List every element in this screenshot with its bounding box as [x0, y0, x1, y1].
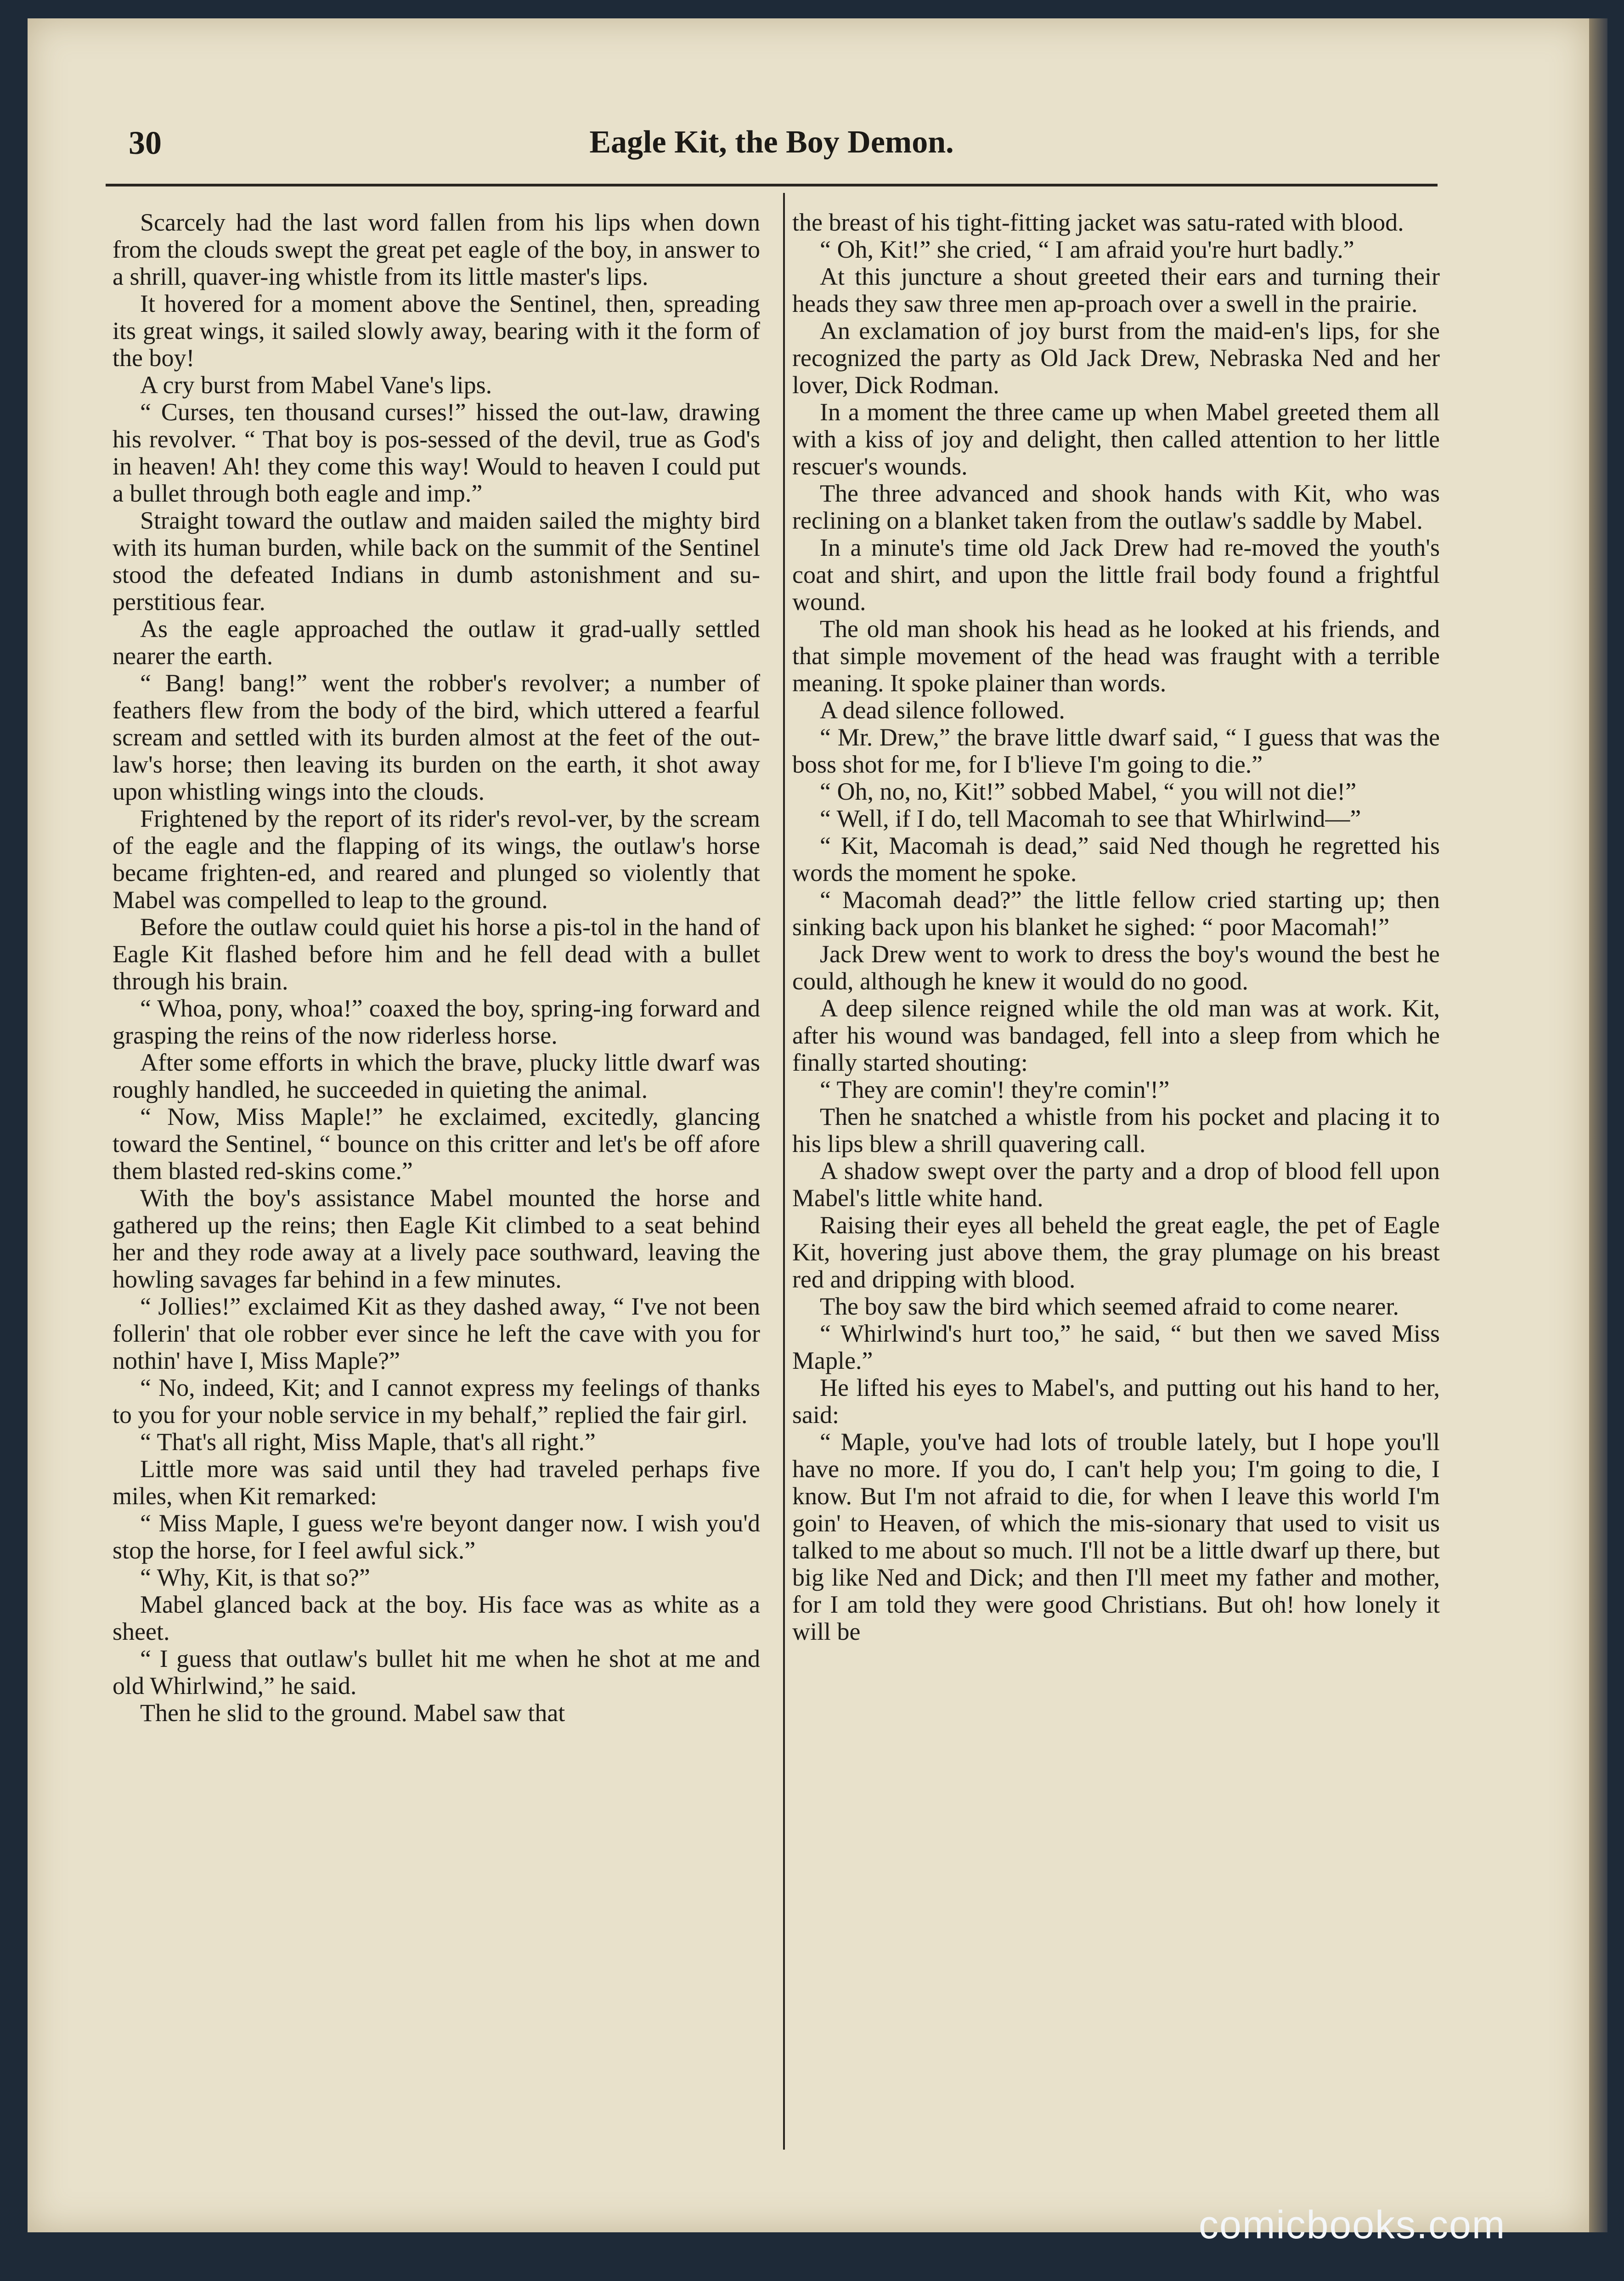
paragraph: An exclamation of joy burst from the maid-en's lips, for she recognized the party as Old Jack Drew, Nebraska Ned and her lover, Dick Rodman.	[792, 317, 1440, 399]
paragraph: “ Maple, you've had lots of trouble lately, but I hope you'll have no more. If you do, I can't help you; I'm going to die, I know. But I'm not afraid to die, for when I leave this world I'm goin' to Heaven, of which the mis-sionary that used to visit us talked to me about so much. I'll not be a little dwarf up there, but big like Ned and Dick; and then I'll meet my father and mother, for I am told they were good Christians. But oh! how lonely it will be	[792, 1428, 1440, 1645]
paragraph: Then he snatched a whistle from his pocket and placing it to his lips blew a shrill quavering call.	[792, 1103, 1440, 1157]
paragraph: After some efforts in which the brave, plucky little dwarf was roughly handled, he succeeded in quieting the animal.	[113, 1049, 760, 1103]
paragraph: Then he slid to the ground. Mabel saw that	[140, 1699, 565, 1727]
paragraph: “ Kit, Macomah is dead,” said Ned though he regretted his words the moment he spoke.	[792, 832, 1440, 886]
paragraph: “ That's all right, Miss Maple, that's all right.”	[140, 1428, 596, 1456]
paragraph: A dead silence followed.	[820, 696, 1065, 724]
paragraph: “ Macomah dead?” the little fellow cried starting up; then sinking back upon his blanket he sighed: “ poor Macomah!”	[792, 886, 1440, 941]
paragraph: With the boy's assistance Mabel mounted the horse and gathered up the reins; then Eagle Kit climbed to a seat behind her and they rode away at a lively pace southward, leaving the howling savages far behind in a few minutes.	[113, 1184, 760, 1293]
paragraph: “ Oh, Kit!” she cried, “ I am afraid you're hurt badly.”	[820, 236, 1354, 263]
paragraph: “ Curses, ten thousand curses!” hissed the out-law, drawing his revolver. “ That boy is pos-sessed of the devil, true as God's in heaven! Ah! they come this way! Would to heaven I could put a bullet through both eagle and imp.”	[113, 398, 760, 507]
paragraph: “ No, indeed, Kit; and I cannot express my feelings of thanks to you for your noble service in my behalf,” replied the fair girl.	[113, 1374, 760, 1428]
paragraph: “ Oh, no, no, Kit!” sobbed Mabel, “ you will not die!”	[820, 778, 1357, 805]
running-title: Eagle Kit, the Boy Demon.	[589, 124, 954, 160]
paragraph: The boy saw the bird which seemed afraid to come nearer.	[820, 1293, 1399, 1320]
paragraph: A cry burst from Mabel Vane's lips.	[140, 371, 492, 399]
paragraph: “ Miss Maple, I guess we're beyont danger now. I wish you'd stop the horse, for I feel awful sick.”	[113, 1509, 760, 1564]
paragraph: “ Bang! bang!” went the robber's revolver; a number of feathers flew from the body of the bird, which uttered a fearful scream and settled with its burden almost at the feet of the out-law's horse; then leaving its burden on the earth, it shot away upon whistling wings into the clouds.	[113, 669, 760, 805]
paragraph: Jack Drew went to work to dress the boy's wound the best he could, although he knew it would do no good.	[792, 940, 1440, 995]
paragraph: Mabel glanced back at the boy. His face was as white as a sheet.	[113, 1591, 760, 1645]
paragraph: the breast of his tight-fitting jacket was satu-rated with blood.	[792, 209, 1404, 236]
header-rule	[106, 184, 1438, 186]
paragraph: “ Whoa, pony, whoa!” coaxed the boy, spring-ing forward and grasping the reins of the now riderless horse.	[113, 994, 760, 1049]
paragraph: “ Whirlwind's hurt too,” he said, “ but then we saved Miss Maple.”	[792, 1320, 1440, 1374]
paragraph: It hovered for a moment above the Sentinel, then, spreading its great wings, it sailed slowly away, bearing with it the form of the boy!	[113, 290, 760, 372]
paragraph: Little more was said until they had traveled perhaps five miles, when Kit remarked:	[113, 1455, 760, 1510]
paragraph: “ They are comin'! they're comin'!”	[820, 1076, 1170, 1103]
paragraph: A shadow swept over the party and a drop of blood fell upon Mabel's little white hand.	[792, 1157, 1440, 1212]
page-number: 30	[129, 124, 162, 161]
paragraph: “ Well, if I do, tell Macomah to see that Whirlwind—”	[820, 805, 1361, 832]
paragraph: He lifted his eyes to Mabel's, and putting out his hand to her, said:	[792, 1374, 1440, 1428]
paragraph: “ Now, Miss Maple!” he exclaimed, excitedly, glancing toward the Sentinel, “ bounce on this critter and let's be off afore them blasted red-skins come.”	[113, 1103, 760, 1185]
paragraph: The old man shook his head as he looked at his friends, and that simple movement of the head was fraught with a terrible meaning. It spoke plainer than words.	[792, 615, 1440, 697]
paragraph: “ I guess that outlaw's bullet hit me when he shot at me and old Whirlwind,” he said.	[113, 1645, 760, 1699]
paragraph: In a minute's time old Jack Drew had re-moved the youth's coat and shirt, and upon the little frail body found a frightful wound.	[792, 534, 1440, 615]
column-divider	[783, 193, 785, 2150]
paragraph: Frightened by the report of its rider's revol-ver, by the scream of the eagle and the flapping of its wings, the outlaw's horse became frighten-ed, and reared and plunged so violently that Mabel was compelled to leap to the ground.	[113, 805, 760, 914]
right-column	[792, 209, 1440, 1645]
left-column	[113, 209, 760, 1727]
paragraph: Before the outlaw could quiet his horse a pis-tol in the hand of Eagle Kit flashed before him and he fell dead with a bullet through his brain.	[113, 913, 760, 995]
paragraph: “ Why, Kit, is that so?”	[140, 1564, 370, 1591]
paragraph: Scarcely had the last word fallen from his lips when down from the clouds swept the great pet eagle of the boy, in answer to a shrill, quaver-ing whistle from its little master's lips.	[113, 209, 760, 290]
paragraph: “ Jollies!” exclaimed Kit as they dashed away, “ I've not been follerin' that ole robber ever since he left the cave with you for nothin' have I, Miss Maple?”	[113, 1293, 760, 1374]
paragraph: Raising their eyes all beheld the great eagle, the pet of Eagle Kit, hovering just above them, the gray plumage on his breast red and dripping with blood.	[792, 1211, 1440, 1293]
paragraph: In a moment the three came up when Mabel greeted them all with a kiss of joy and delight, then called attention to her little rescuer's wounds.	[792, 398, 1440, 480]
paragraph: “ Mr. Drew,” the brave little dwarf said, “ I guess that was the boss shot for me, for I b'lieve I'm going to die.”	[792, 723, 1440, 778]
watermark: comicbooks.com	[1199, 2203, 1506, 2247]
paragraph: Straight toward the outlaw and maiden sailed the mighty bird with its human burden, while back on the summit of the Sentinel stood the defeated Indians in dumb astonishment and su-perstitious fear.	[113, 507, 760, 615]
paragraph: The three advanced and shook hands with Kit, who was reclining on a blanket taken from the outlaw's saddle by Mabel.	[792, 480, 1440, 534]
paragraph: At this juncture a shout greeted their ears and turning their heads they saw three men ap-proach over a swell in the prairie.	[792, 263, 1440, 317]
page-header	[92, 115, 1451, 170]
paragraph: As the eagle approached the outlaw it grad-ually settled nearer the earth.	[113, 615, 760, 670]
page-edge	[1589, 18, 1607, 2232]
paragraph: A deep silence reigned while the old man was at work. Kit, after his wound was bandaged, fell into a sleep from which he finally started shouting:	[792, 994, 1440, 1076]
